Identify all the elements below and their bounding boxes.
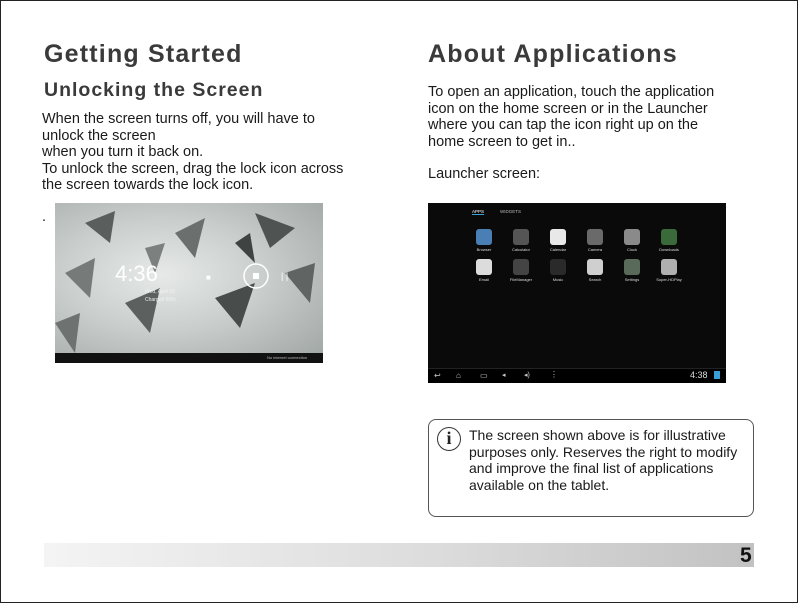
lock-handle-icon[interactable]: | | [281, 271, 289, 281]
disclaimer-text [469, 427, 737, 493]
app-glyph-icon [661, 229, 677, 245]
app-icon-search[interactable] [581, 259, 609, 282]
app-icon-camera[interactable] [581, 229, 609, 252]
app-label: Browser [476, 247, 492, 252]
app-label: Camera [587, 247, 603, 252]
app-glyph-icon [550, 259, 566, 275]
app-icon-super-hdplay[interactable] [655, 259, 683, 282]
footer-bar [44, 543, 754, 567]
system-bar [428, 368, 726, 383]
text-line: unlock the screen [42, 127, 156, 144]
launcher-label: Launcher screen: [428, 166, 541, 182]
lock-date: Wed, April 18 [145, 289, 175, 295]
lock-battery: Charged 60% [145, 297, 176, 303]
text-line: the screen towards the lock icon. [42, 177, 254, 193]
app-glyph-icon [587, 229, 603, 245]
wifi-icon [714, 371, 720, 379]
text-line: when you turn it back on. [42, 144, 204, 160]
home-icon[interactable]: ⌂ [456, 371, 461, 380]
app-label: Search [588, 277, 602, 282]
app-label: Downloads [659, 247, 679, 252]
menu-icon[interactable]: ⋮ [550, 370, 558, 379]
app-icon-browser[interactable] [470, 229, 498, 252]
applications-instructions [428, 84, 714, 150]
app-icon-settings[interactable] [618, 259, 646, 282]
app-glyph-icon [476, 229, 492, 245]
text-line: purposes only. Reserves the right to modify [469, 443, 738, 460]
app-icon-music[interactable] [544, 259, 572, 282]
stray-bullet: . [42, 209, 47, 225]
launcher-time: 4:38 [690, 370, 708, 380]
text-line: The screen shown above is for illustrative [469, 427, 726, 443]
section-title-about-applications: About Applications [428, 40, 678, 68]
page-number: 5 [740, 544, 752, 567]
lock-time: 4:36 [115, 261, 158, 286]
app-glyph-icon [550, 229, 566, 245]
text-line: When the screen turns off, you will have to [42, 111, 315, 127]
tab-apps[interactable]: APPS [472, 209, 485, 214]
app-glyph-icon [476, 259, 492, 275]
app-icon-email[interactable] [470, 259, 498, 282]
app-glyph-icon [587, 259, 603, 275]
text-line: home screen to get in.. [428, 133, 576, 150]
app-glyph-icon [513, 229, 529, 245]
app-label: Settings [624, 277, 640, 282]
app-glyph-icon [661, 259, 677, 275]
launcher-tabs [428, 203, 726, 219]
app-glyph-icon [624, 259, 640, 275]
status-text: No internet connection [267, 355, 308, 360]
volume-down-icon[interactable]: ◂ [502, 372, 506, 379]
text-line: To open an application, touch the application [428, 84, 715, 100]
camera-icon[interactable]: ■ [206, 273, 211, 282]
app-icon-calendar[interactable] [544, 229, 572, 252]
app-label: Calculator [511, 247, 530, 252]
unlock-instructions [42, 111, 343, 194]
app-label: FileManager [509, 277, 533, 282]
app-icon-calculator[interactable] [507, 229, 535, 252]
app-label: Calendar [549, 247, 567, 252]
app-glyph-icon [624, 229, 640, 245]
app-icon-clock[interactable] [618, 229, 646, 252]
app-label: Music [552, 277, 564, 282]
lock-screen-screenshot [55, 203, 323, 363]
tab-widgets[interactable]: WIDGETS [500, 209, 521, 214]
text-line: icon on the home screen or in the Launcher [428, 100, 708, 117]
app-icon-downloads[interactable] [655, 229, 683, 252]
text-line: available on the tablet. [469, 476, 610, 493]
shattered-shards-illustration [55, 203, 323, 363]
volume-up-icon[interactable]: ◂) [524, 372, 530, 379]
app-label: Super-HDPlay [656, 277, 682, 282]
app-label: Email [478, 277, 489, 282]
status-bar [55, 353, 323, 363]
text-line: where you can tap the icon right up on the [428, 117, 699, 133]
app-icon-filemanager[interactable] [507, 259, 535, 282]
text-line: To unlock the screen, drag the lock icon across [42, 160, 344, 177]
recent-apps-icon[interactable]: ▭ [480, 371, 488, 380]
text-line: and improve the final list of applications [469, 460, 714, 476]
back-icon[interactable]: ↩ [434, 371, 441, 380]
section-subtitle-unlocking: Unlocking the Screen [44, 79, 264, 101]
app-glyph-icon [513, 259, 529, 275]
launcher-screenshot [428, 203, 726, 383]
app-label: Clock [626, 247, 637, 252]
info-icon: i [437, 427, 461, 451]
section-title-getting-started: Getting Started [44, 40, 243, 68]
